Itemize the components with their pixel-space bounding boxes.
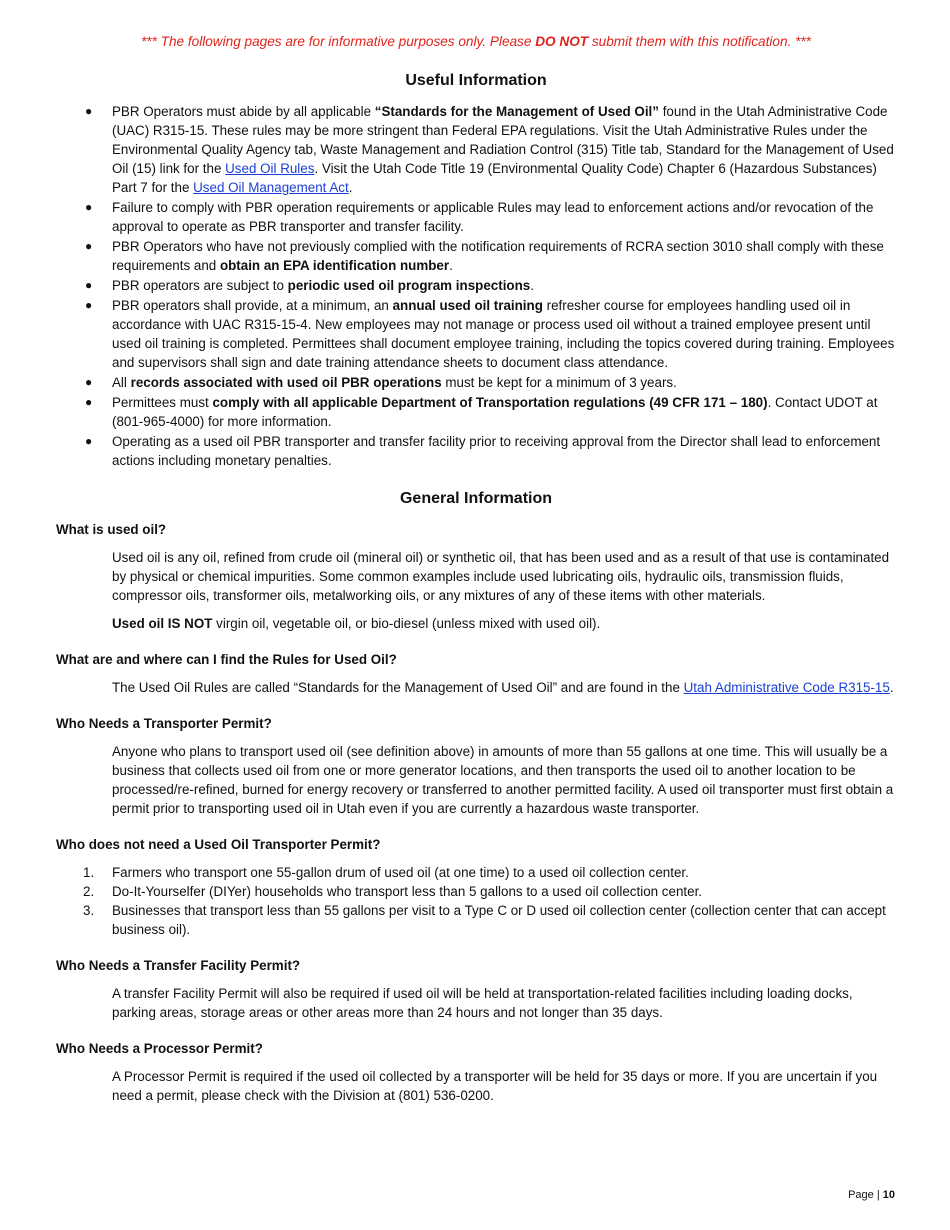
used-oil-management-act-link[interactable]: Used Oil Management Act <box>193 180 349 195</box>
exemptions-list <box>56 863 896 939</box>
bullet-icon: ● <box>85 395 93 409</box>
list-item: 2. Do-It-Yourselfer (DIYer) households who transport less than 5 gallons to a used oil collection center. <box>83 884 703 899</box>
faq-processor-permit <box>56 1039 896 1105</box>
list-item: ● PBR operators are subject to periodic used oil program inspections. <box>85 278 534 293</box>
faq-paragraph: The Used Oil Rules are called “Standards for the Management of Used Oil” and are found in the Utah Administrative Code R315-15. <box>112 680 894 695</box>
general-information-heading: General Information <box>399 490 553 507</box>
faq-paragraph: A Processor Permit is required if the used oil collected by a transporter will be held for 35 days or more. If you are uncertain if you need a permit, please check with the Division at (801) 536-0200. <box>112 1069 878 1103</box>
document-page <box>56 32 896 1105</box>
general-information-section <box>56 489 896 1105</box>
used-oil-rules-link[interactable]: Used Oil Rules <box>225 161 315 176</box>
notice-text-end: submit them with this notification. *** <box>588 34 811 49</box>
page-number-footer: Page | 10 <box>848 1189 895 1201</box>
list-item: ● Permittees must comply with all applicable Department of Transportation regulations (49 CFR 171 – 180). Contact UDOT at (801-965-4000) for more information. <box>85 395 878 429</box>
bullet-icon: ● <box>85 375 93 389</box>
list-item: ● PBR Operators must abide by all applicable “Standards for the Management of Used Oil” found in the Utah Administrative Code (UAC) R315-15. These rules may be more stringent than Federal EPA regulations. Visit the Utah Administrative Rules under the Environmental Quality Agency tab, Waste Management and Radiation Control (315) Title tab, Standard for the Management of Used Oil (15) link for the Used Oil Rules. Visit the Utah Code Title 19 (Environmental Quality Code) Chapter 6 (Hazardous Substances) Part 7 for the Used Oil Management Act. <box>85 104 894 195</box>
list-item: 1. Farmers who transport one 55-gallon drum of used oil (at one time) to a used oil collection center. <box>83 865 689 880</box>
faq-heading: What are and where can I find the Rules for Used Oil? <box>56 652 397 667</box>
faq-heading: Who does not need a Used Oil Transporter Permit? <box>56 837 381 852</box>
faq-heading: Who Needs a Transporter Permit? <box>56 716 272 731</box>
notice-text: *** The following pages are for informative purposes only. Please <box>141 34 536 49</box>
list-item: ● Operating as a used oil PBR transporter and transfer facility prior to receiving approval from the Director shall lead to enforcement actions including monetary penalties. <box>85 434 881 468</box>
list-item: ● All records associated with used oil PBR operations must be kept for a minimum of 3 years. <box>85 375 677 390</box>
faq-rules-for-used-oil <box>56 650 896 697</box>
faq-paragraph: Anyone who plans to transport used oil (see definition above) in amounts of more than 55 gallons at one time. This will usually be a business that collects used oil from one or more generator locations, and then transports the used oil to another location to be processed/re-refined, burned for energy recovery or transferred to another permitted facility. A used oil transporter must first obtain a permit prior to transporting used oil in Utah even if you are currently a hazardous waste transporter. <box>112 744 894 816</box>
list-item: 3. Businesses that transport less than 55 gallons per visit to a Type C or D used oil collection center (collection center that can accept business oil). <box>83 903 886 937</box>
list-item: ● PBR Operators who have not previously complied with the notification requirements of RCRA section 3010 shall comply with these requirements and obtain an EPA identification number. <box>85 239 884 273</box>
faq-transporter-permit <box>56 714 896 818</box>
faq-no-transporter-permit <box>56 835 896 939</box>
faq-heading: Who Needs a Processor Permit? <box>56 1041 263 1056</box>
informative-notice <box>56 32 896 51</box>
useful-information-list <box>56 102 896 470</box>
faq-heading: Who Needs a Transfer Facility Permit? <box>56 958 301 973</box>
utah-administrative-code-link[interactable]: Utah Administrative Code R315-15 <box>683 680 890 695</box>
list-item: ● Failure to comply with PBR operation requirements or applicable Rules may lead to enforcement actions and/or revocation of the approval to operate as PBR transporter and transfer facility. <box>85 200 874 234</box>
page-number: 10 <box>882 1189 895 1201</box>
bullet-icon: ● <box>85 200 93 214</box>
notice-emphasis: DO NOT <box>535 34 589 49</box>
bullet-icon: ● <box>85 298 93 312</box>
faq-paragraph: A transfer Facility Permit will also be required if used oil will be held at transportation-related facilities including loading docks, parking areas, storage areas or other areas more than 24 hours and not longer than 35 days. <box>112 986 853 1020</box>
faq-what-is-used-oil <box>56 520 896 633</box>
bullet-icon: ● <box>85 104 93 118</box>
list-item: ● PBR operators shall provide, at a minimum, an annual used oil training refresher course for employees handling used oil in accordance with UAC R315-15-4. New employees may not manage or process used oil without a trained employee present until used oil training is completed. Permittees shall document employee training, including the topics covered during training. Employees and supervisors shall sign and date training attendance sheets to document class attendance. <box>85 298 895 370</box>
faq-heading: What is used oil? <box>56 522 167 537</box>
bullet-icon: ● <box>85 278 93 292</box>
bullet-icon: ● <box>85 239 93 253</box>
faq-paragraph: Used oil IS NOT virgin oil, vegetable oil, or bio-diesel (unless mixed with used oil). <box>112 616 601 631</box>
useful-information-heading: Useful Information <box>405 72 547 89</box>
bullet-icon: ● <box>85 434 93 448</box>
faq-transfer-facility-permit <box>56 956 896 1022</box>
faq-paragraph: Used oil is any oil, refined from crude oil (mineral oil) or synthetic oil, that has been used and as a result of that use is contaminated by physical or chemical impurities. Some common examples include used lubricating oils, hydraulic oils, transmission fluids, compressor oils, transformer oils, metalworking oils, or any mixtures of any of these items with other materials. <box>112 550 890 603</box>
